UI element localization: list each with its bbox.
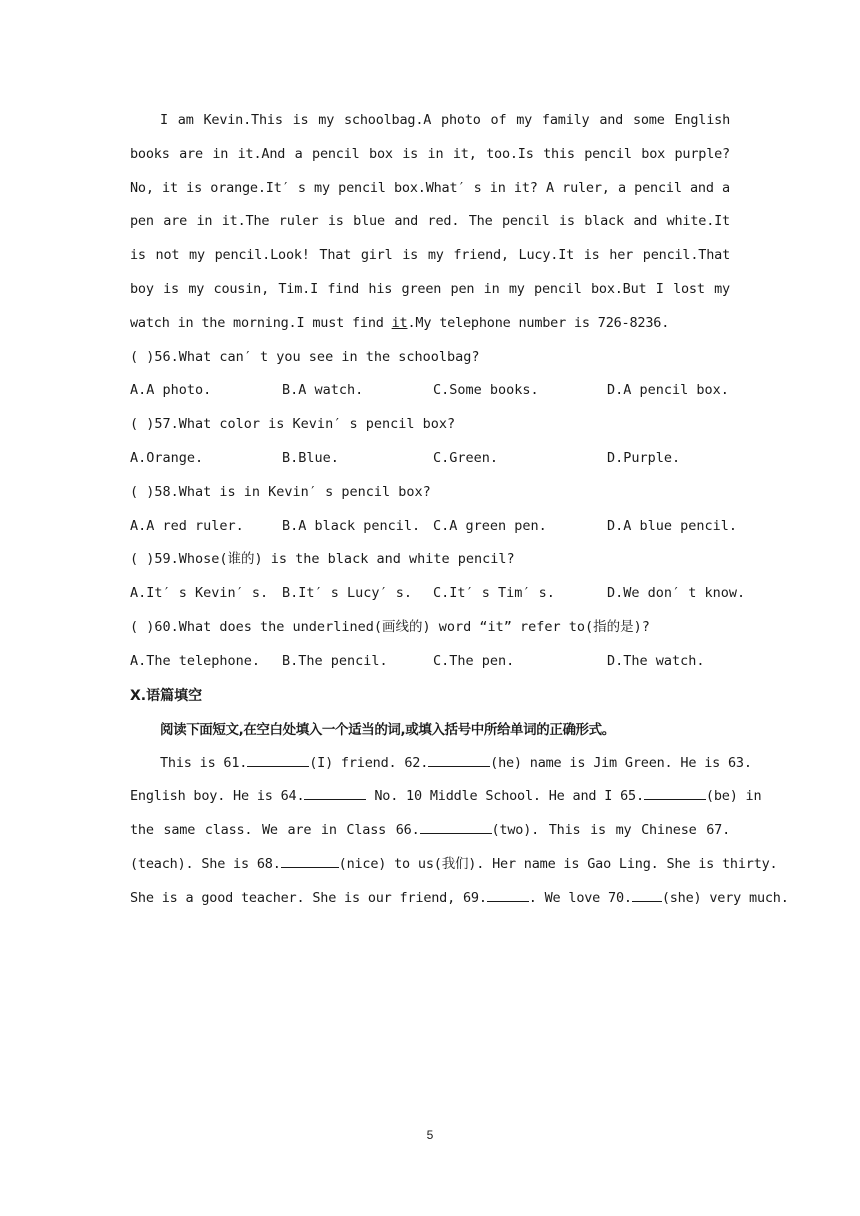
cloze-text: . We love 70. [528, 889, 632, 906]
option-b: B.The pencil. [282, 652, 388, 669]
option-b: B.A watch. [282, 382, 364, 399]
cloze-line [130, 882, 789, 916]
question-stem: ( )57.What color is Kevin′ s pencil box? [130, 416, 456, 433]
cloze-text: This is 61. [160, 754, 248, 771]
passage-line: in my pencil box.But I lost my watch in the morning.I must find [130, 280, 730, 331]
option-d: D.A blue pencil. [607, 517, 738, 534]
option-b: B.It′ s Lucy′ s. [282, 585, 413, 602]
cloze-text: (two). This is my Chinese 67. [491, 822, 730, 839]
option-b: B.A black pencil. [282, 517, 421, 534]
option-a: A.The telephone. [130, 652, 261, 669]
option-c: C.Green. [433, 449, 499, 466]
question-stem: ( )56.What can′ t you see in the schoolbag? [130, 348, 480, 365]
question-59 [130, 543, 746, 611]
cloze-text: (she) very much. [661, 889, 789, 906]
question-57 [130, 408, 730, 476]
blank-64[interactable] [304, 785, 366, 800]
question-options [130, 442, 730, 476]
blank-69[interactable] [487, 887, 529, 902]
page-content [130, 104, 789, 916]
blank-62[interactable] [428, 752, 490, 767]
cloze-text: (I) friend. 62. [309, 754, 429, 771]
question-60 [130, 611, 730, 679]
passage-line: blue and red. The pencil is black and white.It is not my pencil.Look! That girl is [130, 213, 730, 264]
blank-65[interactable] [644, 785, 706, 800]
passage-line: s my pencil box.What′ s in it? A ruler, a pencil and a pen are in it.The ruler is [130, 179, 730, 230]
question-58 [130, 476, 738, 544]
cloze-text: (be) in [705, 788, 762, 805]
cloze-text: She is a good teacher. She is our friend, 69. [130, 889, 487, 906]
question-options [130, 374, 730, 408]
section-instruction: 阅读下面短文,在空白处填入一个适当的词,或填入括号中所给单词的正确形式。 [160, 721, 615, 738]
cloze-line [130, 747, 752, 781]
option-c: C.Some books. [433, 382, 539, 399]
question-56 [130, 341, 730, 409]
cloze-text: (nice) to us(我们). Her name is Gao Ling. She is thirty. [338, 855, 778, 872]
question-options [130, 510, 738, 544]
option-d: D.A pencil box. [607, 382, 729, 399]
option-a: A.It′ s Kevin′ s. [130, 585, 269, 602]
page-number: 5 [426, 1128, 434, 1142]
question-options [130, 645, 730, 679]
option-a: A.A red ruler. [130, 517, 244, 534]
option-c: C.It′ s Tim′ s. [433, 585, 555, 602]
option-d: D.We don′ t know. [607, 585, 746, 602]
question-stem: ( )60.What does the underlined(画线的) word “it” refer to(指的是)? [130, 618, 650, 635]
question-options [130, 577, 746, 611]
passage-line: is 726-8236. [573, 314, 670, 331]
question-stem: ( )59.Whose(谁的) is the black and white pencil? [130, 551, 515, 568]
option-a: A.Orange. [130, 449, 204, 466]
passage-line: in it.And a pencil box is in it, too.Is this pencil box purple? No, it is orange.It′ [130, 145, 730, 196]
passage-line: I am Kevin.This is my schoolbag.A photo of my family and some English books are [130, 112, 730, 162]
underlined-word: it [391, 314, 408, 331]
option-d: D.Purple. [607, 449, 681, 466]
blank-61[interactable] [247, 752, 309, 767]
blank-66[interactable] [420, 819, 492, 834]
cloze-line [130, 848, 778, 882]
blank-70[interactable] [632, 887, 662, 902]
reading-passage [130, 104, 730, 341]
cloze-line [130, 780, 762, 814]
cloze-line [130, 814, 730, 848]
option-d: D.The watch. [607, 652, 705, 669]
cloze-text: No. 10 Middle School. He and I 65. [366, 788, 644, 805]
option-c: C.The pen. [433, 652, 515, 669]
cloze-text: English boy. He is 64. [130, 788, 305, 805]
cloze-text: (teach). She is 68. [130, 855, 281, 872]
option-b: B.Blue. [282, 449, 339, 466]
passage-line: my friend, Lucy.It is her pencil.That boy is my cousin, Tim.I find his green pen [130, 247, 730, 297]
option-c: C.A green pen. [433, 517, 547, 534]
option-a: A.A photo. [130, 382, 212, 399]
cloze-text: (he) name is Jim Green. He is 63. [490, 754, 752, 771]
cloze-passage [130, 747, 789, 916]
question-stem: ( )58.What is in Kevin′ s pencil box? [130, 483, 431, 500]
passage-line: .My telephone number [407, 314, 567, 331]
blank-68[interactable] [281, 853, 339, 868]
section-title: Ⅹ.语篇填空 [130, 687, 203, 704]
cloze-text: the same class. We are in Class 66. [130, 822, 420, 839]
